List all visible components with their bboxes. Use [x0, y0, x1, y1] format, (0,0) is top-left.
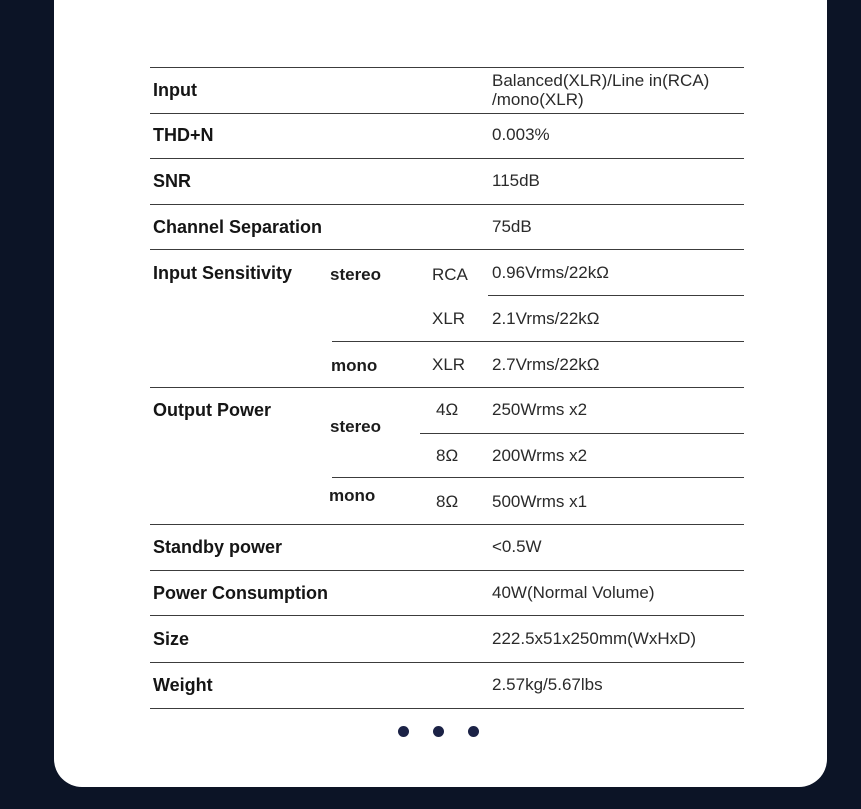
consumption-value: 40W(Normal Volume) [492, 583, 655, 602]
weight-label: Weight [153, 675, 213, 695]
output-impedance: 8Ω [436, 492, 459, 511]
input-label: Input [153, 80, 197, 100]
sensitivity-value: 0.96Vrms/22kΩ [492, 263, 609, 282]
snr-label: SNR [153, 171, 192, 191]
output-mono-label: mono [329, 486, 376, 505]
sensitivity-stereo-label: stereo [330, 265, 382, 284]
output-stereo-label: stereo [330, 417, 382, 436]
thd-value: 0.003% [492, 125, 550, 144]
sensitivity-connector: RCA [432, 265, 468, 284]
row-divider [150, 570, 744, 571]
separation-value: 75dB [492, 217, 532, 236]
row-divider [332, 341, 744, 342]
sensitivity-mono-label: mono [331, 356, 378, 375]
sensitivity-value: 2.7Vrms/22kΩ [492, 355, 600, 374]
snr-value: 115dB [492, 171, 540, 190]
row-divider [150, 113, 744, 114]
size-label: Size [153, 629, 190, 649]
output-impedance: 8Ω [436, 446, 459, 465]
sensitivity-connector: XLR [432, 309, 466, 328]
output-impedance: 4Ω [436, 400, 459, 419]
pagination-dot[interactable] [433, 726, 444, 737]
row-divider [150, 708, 744, 709]
row-divider [150, 67, 744, 68]
separation-label: Channel Separation [153, 217, 323, 237]
size-value: 222.5x51x250mm(WxHxD) [492, 629, 697, 648]
output-value: 250Wrms x2 [492, 400, 588, 419]
row-divider [150, 615, 744, 616]
row-divider [150, 158, 744, 159]
thd-label: THD+N [153, 125, 214, 145]
sensitivity-connector: XLR [432, 355, 466, 374]
consumption-label: Power Consumption [153, 583, 328, 603]
row-divider [420, 433, 744, 434]
input-value-line2: /mono(XLR) [492, 90, 584, 109]
row-divider [150, 204, 744, 205]
output-value: 200Wrms x2 [492, 446, 588, 465]
sensitivity-value: 2.1Vrms/22kΩ [492, 309, 600, 328]
weight-value: 2.57kg/5.67lbs [492, 675, 603, 694]
row-divider [150, 524, 744, 525]
standby-value: <0.5W [492, 537, 542, 556]
row-divider [332, 477, 744, 478]
output-label: Output Power [153, 400, 271, 420]
standby-label: Standby power [153, 537, 283, 557]
row-divider [150, 249, 744, 250]
pagination-dot[interactable] [398, 726, 409, 737]
row-divider [150, 387, 744, 388]
output-value: 500Wrms x1 [492, 492, 588, 511]
row-divider [150, 662, 744, 663]
row-divider [488, 295, 744, 296]
sensitivity-label: Input Sensitivity [153, 263, 293, 283]
input-value-line1: Balanced(XLR)/Line in(RCA) [492, 71, 710, 90]
pagination-dot[interactable] [468, 726, 479, 737]
